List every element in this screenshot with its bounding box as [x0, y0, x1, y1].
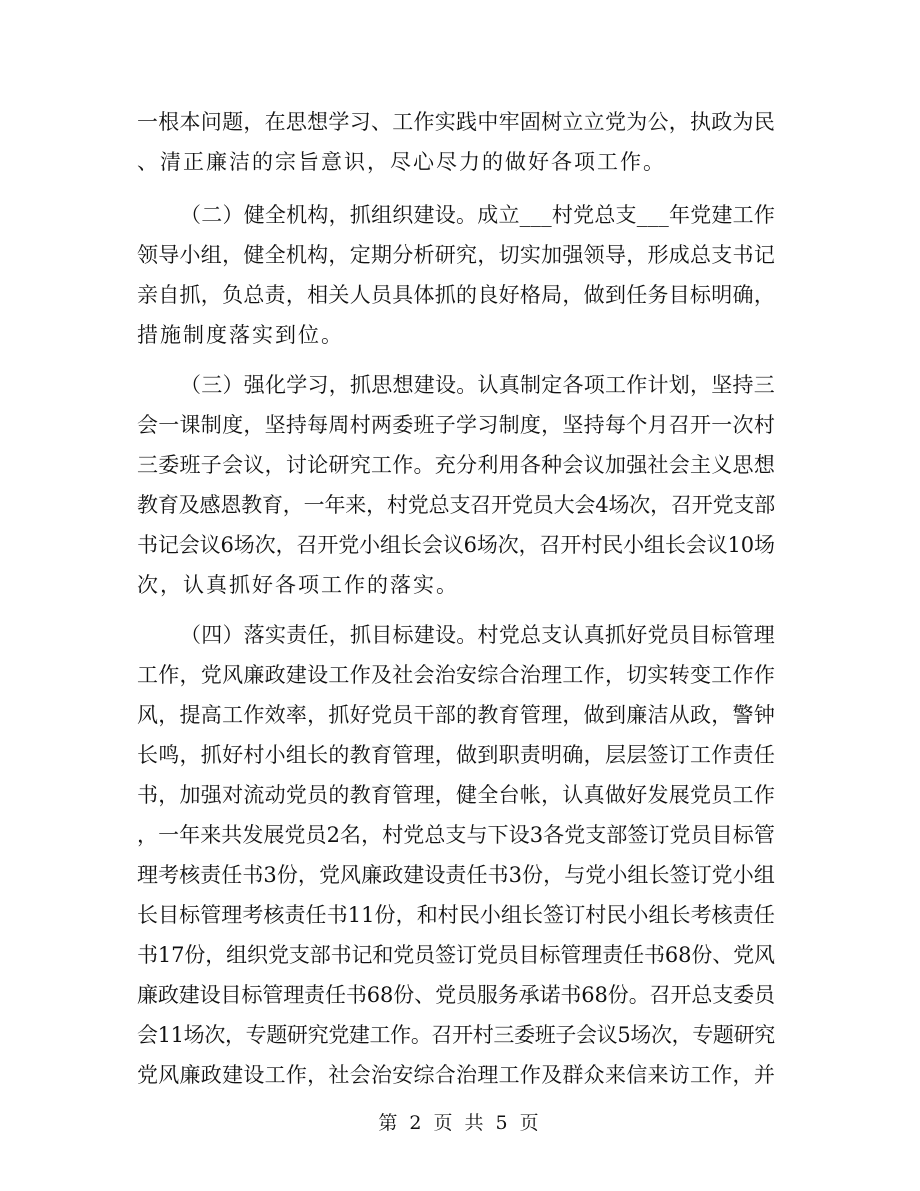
paragraph-4-line-8: 长目标管理考核责任书11份，和村民小组长签订村民小组长考核责任	[137, 903, 775, 927]
paragraph-3-line-2: 会一课制度，坚持每周村两委班子学习制度，坚持每个月召开一次村	[137, 413, 776, 437]
paragraph-3-line-5: 书记会议6场次，召开党小组长会议6场次，召开村民小组长会议10场	[137, 533, 775, 557]
paragraph-1-line-2: 、清正廉洁的宗旨意识，尽心尽力的做好各项工作。	[137, 150, 666, 174]
paragraph-2-line-2: 领导小组，健全机构，定期分析研究，切实加强领导，形成总支书记	[137, 243, 776, 267]
paragraph-3-line-1: （三）强化学习，抓思想建设。认真制定各项工作计划，坚持三	[180, 373, 775, 397]
paragraph-4-line-3: 风，提高工作效率，抓好党员干部的教育管理，做到廉洁从政，警钟	[137, 703, 776, 727]
paragraph-2-line-3: 亲自抓，负总责，相关人员具体抓的良好格局，做到任务目标明确，	[137, 283, 776, 307]
paragraph-1-line-1: 一根本问题，在思想学习、工作实践中牢固树立立党为公，执政为民	[137, 110, 776, 134]
paragraph-4-line-5: 书，加强对流动党员的教育管理，健全台帐，认真做好发展党员工作	[137, 783, 776, 807]
paragraph-3-line-6: 次，认真抓好各项工作的落实。	[137, 573, 459, 597]
paragraph-2-line-1: （二）健全机构，抓组织建设。成立___村党总支___年党建工作	[180, 203, 776, 227]
paragraph-3-line-4: 教育及感恩教育，一年来，村党总支召开党员大会4场次，召开党支部	[137, 493, 776, 517]
paragraph-2-line-4: 措施制度落实到位。	[137, 323, 344, 347]
paragraph-4-line-12: 党风廉政建设工作，社会治安综合治理工作及群众来信来访工作，并	[137, 1063, 776, 1087]
paragraph-4-line-6: ，一年来共发展党员2名，村党总支与下设3各党支部签订党员目标管	[137, 823, 775, 847]
paragraph-4-line-11: 会11场次，专题研究党建工作。召开村三委班子会议5场次，专题研究	[137, 1023, 775, 1047]
page-number-footer: 第 2 页 共 5 页	[378, 1112, 542, 1134]
paragraph-4-line-9: 书17份，组织党支部书记和党员签订党员目标管理责任书68份、党风	[137, 943, 775, 967]
paragraph-4-line-2: 工作，党风廉政建设工作及社会治安综合治理工作，切实转变工作作	[137, 663, 776, 687]
paragraph-4-line-1: （四）落实责任，抓目标建设。村党总支认真抓好党员目标管理	[180, 623, 775, 647]
paragraph-4-line-4: 长鸣，抓好村小组长的教育管理，做到职责明确，层层签订工作责任	[137, 743, 776, 767]
paragraph-4-line-10: 廉政建设目标管理责任书68份、党员服务承诺书68份。召开总支委员	[137, 983, 775, 1007]
paragraph-3-line-3: 三委班子会议，讨论研究工作。充分利用各种会议加强社会主义思想	[137, 453, 776, 477]
paragraph-4-line-7: 理考核责任书3份，党风廉政建设责任书3份，与党小组长签订党小组	[137, 863, 775, 887]
